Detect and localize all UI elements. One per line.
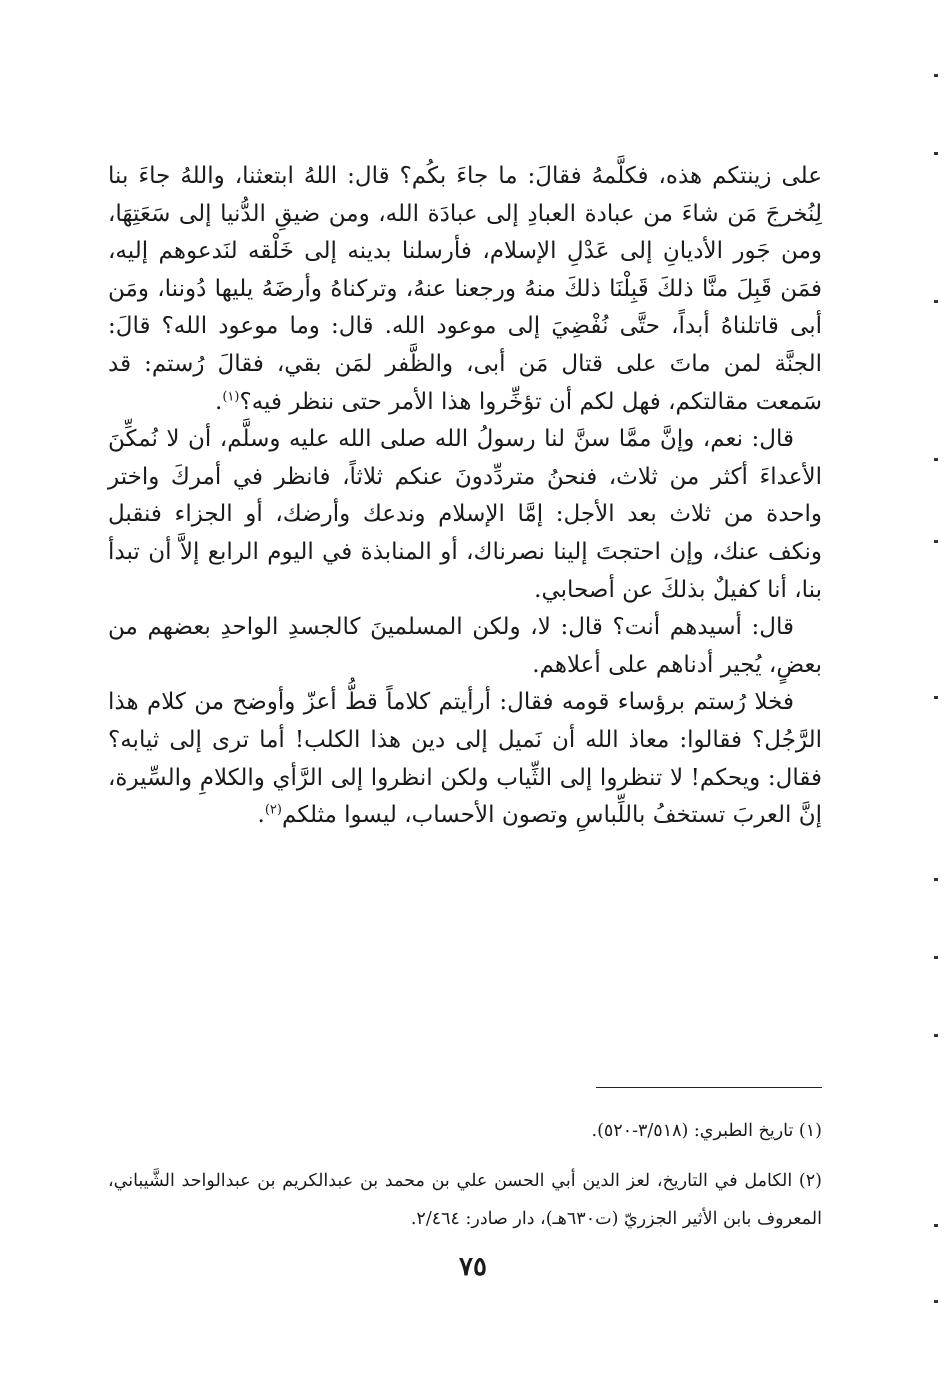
margin-mark (934, 1034, 938, 1037)
footnote-2: (٢) الكامل في التاريخ، لعز الدين أبي الحسن علي بن محمد بن عبدالكريم بن عبدالواحد الشَّيباني، المعروف بابن الأثير الجزريّ (ت٦٣٠هـ)، دار صادر: ٢/٤٦٤. (108, 1171, 822, 1229)
paragraph-2: قال: نعم، وإنَّ ممَّا سنَّ لنا رسولُ الله صلى الله عليه وسلَّم، أن لا نُمكِّنَ الأعداءَ أكثر من ثلاث، فنحنُ متردِّدونَ عنكم ثلاثاً، فانظر في أمركَ واختر واحدة من ثلاث بعد الأجل: إمَّا الإسلام وندعك وأرضك، أو الجزاء فنقبل ونكف عنك، وإن احتجتَ إلينا نصرناك، أو المنابذة في اليوم الرابع إلاَّ أن تبدأ بنا، أنا كفيلٌ بذلكَ عن أصحابي. (108, 426, 822, 603)
margin-mark (934, 74, 938, 77)
margin-mark (934, 540, 938, 543)
paragraph-4-end: . (257, 802, 265, 829)
margin-mark (934, 458, 938, 461)
margin-mark (934, 1224, 938, 1227)
footnote-divider (596, 1087, 822, 1088)
page-number: ٧٥ (459, 1252, 487, 1282)
paragraph-3: قال: أسيدهم أنت؟ قال: لا، ولكن المسلمينَ كالجسدِ الواحدِ بعضهم من بعضٍ، يُجير أدناهم على أعلاهم. (108, 614, 822, 678)
footnote-ref-2[interactable]: (٢) (264, 802, 282, 818)
paragraph-4 (108, 684, 822, 834)
margin-mark (934, 300, 938, 303)
margin-mark (934, 152, 938, 155)
paragraph-1-text: على زينتكم هذه، فكلَّمهُ فقالَ: ما جاءَ بكُم؟ قال: اللهُ ابتعثنا، واللهُ جاءَ بنا لِنُخرجَ مَن شاءَ من عبادة العبادِ إلى عبادَة الله، ومن ضيقِ الدُّنيا إلى سَعَتِهَا، ومن جَور الأديانِ إلى عَدْلِ الإسلام، فأرسلنا بدينه إلى خَلْقه لنَدعوهم إليه، فمَن قَبِلَ منَّا ذلكَ قَبِلْنَا ذلكَ منهُ ورجعنا عنهُ، وتركناهُ وأرضَهُ يليها دُوننا، ومَن أبى قاتلناهُ أبداً، حتَّى نُفْضِيَ إلى موعود الله. قال: وما موعود الله؟ قالَ: الجنَّة لمن ماتَ على قتال مَن أبى، والظَّفر لمَن بقي، فقالَ رُستم: قد سَمعت مقالتكم، فهل لكم أن تؤخِّروا هذا الأمر حتى ننظر فيه؟ (108, 163, 822, 415)
margin-mark (934, 696, 938, 699)
footnotes (108, 1112, 822, 1238)
margin-mark (934, 956, 938, 959)
footnote-ref-1[interactable]: (١) (222, 388, 240, 404)
paragraph-4-text: فخلا رُستم برؤساء قومه فقال: أرأيتم كلاماً قطُّ أعزّ وأوضح من كلام هذا الرَّجُل؟ فقالوا: معاذ الله أن نَميل إلى دين هذا الكلب! أما ترى إلى ثيابه؟ فقال: ويحكم! لا تنظروا إلى الثِّياب ولكن انظروا إلى الرَّأي والكلامِ والسِّيرة، إنَّ العربَ تستخفُ باللِّباسِ وتصون الأحساب، ليسوا مثلكم (108, 689, 822, 829)
footnote-1: (١) تاريخ الطبري: (٣/٥١٨-٥٢٠). (591, 1121, 822, 1141)
margin-mark (934, 878, 938, 881)
paragraph-1 (108, 158, 822, 421)
main-text (108, 158, 822, 835)
margin-mark (934, 1300, 938, 1303)
paragraph-1-end: . (215, 388, 223, 415)
